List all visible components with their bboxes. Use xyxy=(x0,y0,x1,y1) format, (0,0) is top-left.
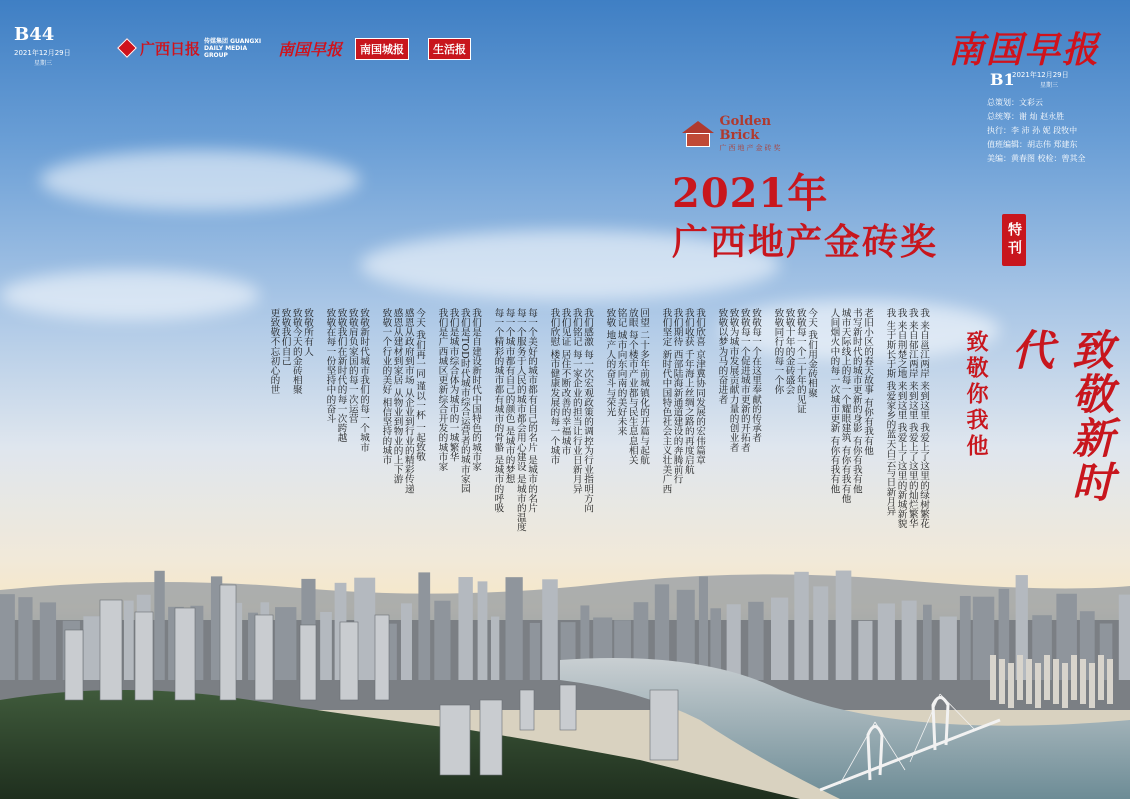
tower-building xyxy=(255,615,273,700)
skyline-building xyxy=(275,607,296,680)
tower-building xyxy=(560,685,576,730)
poem-line: 我 来自邕江两岸 来到这里 我爱上了这里的绿树繁花 xyxy=(918,308,929,529)
skyline-building xyxy=(727,604,741,680)
tower-building xyxy=(300,625,316,700)
award-logo-cn: 广西地产金砖奖 xyxy=(719,144,783,152)
page-title: 广西地产金砖奖 xyxy=(672,222,939,263)
page-weekday-left: 星期三 xyxy=(34,60,53,67)
riverside-building xyxy=(1053,659,1059,704)
poem-line: 每一个美好的城市都有自己的名片 是城市的名片 xyxy=(526,308,537,513)
poem-line: 我 来自郁江两岸 来到这里 我爱上了这里的灿烂繁华 xyxy=(906,308,918,529)
skyline-building xyxy=(83,616,100,680)
poem-line: 我们欣喜 京津冀协同发展的宏伟篇章 xyxy=(694,308,705,465)
skyline-building xyxy=(902,601,917,680)
ngcb-logo: 南国城报 xyxy=(355,38,409,60)
poem-line: 致敬肩负家国的每一次运营 xyxy=(346,308,358,424)
page-number-right: B1 xyxy=(990,70,1015,89)
tower-building xyxy=(65,630,83,700)
skyline-building xyxy=(542,579,558,680)
poem-line: 回望 二十多年前城镇化的开篇与起航 xyxy=(638,308,649,465)
riverside-building xyxy=(990,655,996,700)
poem-line: 致敬所有人 xyxy=(302,308,313,356)
poem-line: 我 来自荆楚之地 来到这里 我爱上了这里的新城新貌 xyxy=(895,308,907,529)
poem-line: 致敬新时代城市我们的每一个城市 xyxy=(358,308,369,452)
poem-line: 铭记 城市向东向南的美好未来 xyxy=(615,308,627,436)
tower-building xyxy=(440,705,470,775)
skyline-building xyxy=(699,577,708,680)
poem-line: 今天 我们用金砖相聚 xyxy=(806,308,817,398)
skyline-building xyxy=(1119,595,1130,680)
poem-line: 我们铭记 每一家企业的担当让行业日新月异 xyxy=(570,308,582,494)
riverside-building xyxy=(1026,659,1032,704)
ngzb-logo: 南国早报 xyxy=(278,39,343,59)
skyline-building xyxy=(923,605,932,680)
poem-line: 我们是TOD时代城市综合运营者的城市家园 xyxy=(458,308,470,494)
skyline-building xyxy=(40,602,56,680)
poem-line: 致敬今天的金砖相聚 xyxy=(290,308,302,395)
credit-line: 执行：李 沛 孙 妮 段牧中 xyxy=(987,126,1078,135)
tower-building xyxy=(650,690,678,760)
riverside-building xyxy=(1062,663,1068,708)
skyline-building xyxy=(401,603,412,680)
poem-line: 致敬我们自己 xyxy=(279,308,291,366)
poem-line: 我们是自建设新时代中国特色的城市家 xyxy=(470,308,481,472)
poem-line: 城市天际线上的每一个耀眼建筑 有你有我有他 xyxy=(839,308,851,504)
shb-logo: 生活报 xyxy=(428,38,471,60)
poem-line: 我 生于斯长于斯 我爱家乡的蓝天白云与日新月异 xyxy=(884,308,896,516)
skyline-building xyxy=(434,601,450,680)
skyline-building xyxy=(418,572,430,680)
credit-line: 总统筹：谢 灿 赵永胜 xyxy=(987,112,1065,121)
poem-line: 我们坚定 新时代中国特色社会主义壮美广西 xyxy=(660,308,672,494)
riverside-building xyxy=(1044,655,1050,700)
poem-line: 致敬以梦为马的奋进者 xyxy=(716,308,728,404)
poem-line: 致敬每一个在这里奉献的传承者 xyxy=(750,308,761,443)
skyline-building xyxy=(878,603,895,680)
poem-line: 致敬为城市发展贡献力量的创业者 xyxy=(727,308,739,452)
riverside-building xyxy=(1080,659,1086,704)
skyline-building xyxy=(458,577,472,680)
credit-line: 值班编辑：胡志伟 郑建东 xyxy=(987,140,1078,149)
credit-line: 总策划：文彩云 xyxy=(987,98,1043,107)
page-number-left: B44 xyxy=(14,24,55,45)
special-issue-badge: 特刊 xyxy=(1002,214,1026,266)
poem-line: 感恩从政府到市场 从企业到行业的精彩传递 xyxy=(402,308,414,494)
skyline-building xyxy=(530,623,540,680)
slogan-sub: 致敬你我他 xyxy=(963,330,988,460)
gxrb-logo-name: 广西日报 xyxy=(140,39,201,58)
credit-line: 美编：黄春图 校检：曾其全 xyxy=(987,154,1086,163)
tower-building xyxy=(220,585,236,700)
page-weekday-right: 星期三 xyxy=(1040,82,1059,89)
poem-line: 老旧小区的春天故事 有你有我有他 xyxy=(862,308,873,456)
riverside-building xyxy=(1071,655,1077,700)
tower-building xyxy=(340,622,358,700)
skyline-building xyxy=(813,586,828,680)
poem-line: 我们感激 每一次宏观政策的调控为行业指明方向 xyxy=(582,308,593,513)
riverside-building xyxy=(1035,663,1041,708)
title-year: 2021年 xyxy=(672,170,829,217)
poem-line: 致敬我们在新时代的每一次跨越 xyxy=(335,308,347,443)
poem-line: 今天 我们再一同 谨以一杯 一起致敬 xyxy=(414,308,425,462)
skyline-building xyxy=(154,571,164,680)
skyline-building xyxy=(320,612,332,680)
poem-line: 更致敬不忘初心的世 xyxy=(268,308,280,395)
poem-line: 致敬每一个促进城市更新的开拓者 xyxy=(738,308,750,452)
poem-line: 致敬 地产人的奋斗与荣光 xyxy=(604,308,616,417)
poem-line: 我们期待 西部陆海新通道建设的奔腾前行 xyxy=(671,308,683,484)
poem-line: 我们见证 居住不断改善的幸福城市 xyxy=(559,308,571,456)
riverside-building xyxy=(1089,663,1095,708)
poem-line: 感恩从建材到家居 从物业到物业的上下游 xyxy=(391,308,403,484)
skyline-building xyxy=(506,577,523,680)
riverside-building xyxy=(1017,655,1023,700)
skyline-building xyxy=(18,597,32,680)
poem-line: 放眼 每个楼市产业都与民生息息相关 xyxy=(626,308,638,465)
tower-building xyxy=(135,612,153,700)
award-logo-en: Golden Brick xyxy=(719,114,772,143)
poem-line: 每一个精彩的城市都有城市的骨骼 是城市的呼吸 xyxy=(492,308,504,513)
skyline-building xyxy=(491,617,499,680)
poem-line: 致敬每一个二十年的见证 xyxy=(794,308,806,414)
skyline-building xyxy=(794,572,808,680)
skyline-building xyxy=(960,596,971,680)
slogan-main: 致敬新时代 xyxy=(1006,328,1115,504)
riverside-building xyxy=(1107,659,1113,704)
poem-line: 我们收获 千年海上丝绸之路的再度启航 xyxy=(682,308,694,475)
skyline-building xyxy=(748,602,763,680)
poem-line: 我们是城市综合体为城市的一城繁华 xyxy=(447,308,459,462)
skyline-building xyxy=(858,621,872,680)
skyline-building xyxy=(124,601,134,680)
skyline-building xyxy=(0,594,15,680)
poem-line: 每一个城市都有自己的颜色 是城市的梦想 xyxy=(503,308,515,484)
skyline-building xyxy=(836,571,852,680)
poem-line: 人间烟火中的每一次城市更新 有你有我有他 xyxy=(828,308,840,494)
masthead-title: 南国早报 xyxy=(947,29,1100,71)
poem-line: 我们欣慰 楼市健康发展的每一个城市 xyxy=(548,308,560,465)
skyline-building xyxy=(940,617,957,680)
poem-line: 致敬一个行业的美好 相信坚持的城市 xyxy=(380,308,392,465)
riverside-building xyxy=(999,659,1005,704)
tower-building xyxy=(375,615,389,700)
riverside-building xyxy=(1008,663,1014,708)
tower-building xyxy=(100,600,122,700)
tower-building xyxy=(480,700,502,775)
poem-line: 每一个服务于人民的城市都会用心建设 是城市的温度 xyxy=(514,308,526,532)
poem-line: 书写新时代的城市更新的身影 有你有我有他 xyxy=(850,308,862,494)
gxrb-logo-sub: 传媒集团 GUANGXI DAILY MEDIA GROUP xyxy=(204,37,262,59)
poem-line: 我们是广西城区更新综合开发的城市家 xyxy=(436,308,448,472)
tower-building xyxy=(520,690,534,730)
poem-line: 致敬在每一份坚持中的奋斗 xyxy=(324,308,336,424)
riverside-building xyxy=(1098,655,1104,700)
page-date-right: 2021年12月29日 xyxy=(1012,71,1069,79)
skyline-building xyxy=(478,581,488,680)
poem-line: 致敬十年的金砖盛会 xyxy=(783,308,795,395)
page-date-left: 2021年12月29日 xyxy=(14,49,71,57)
tower-building xyxy=(175,608,195,700)
poem-line: 致敬同行的每一个你 xyxy=(772,308,784,395)
skyline-building xyxy=(771,598,788,680)
